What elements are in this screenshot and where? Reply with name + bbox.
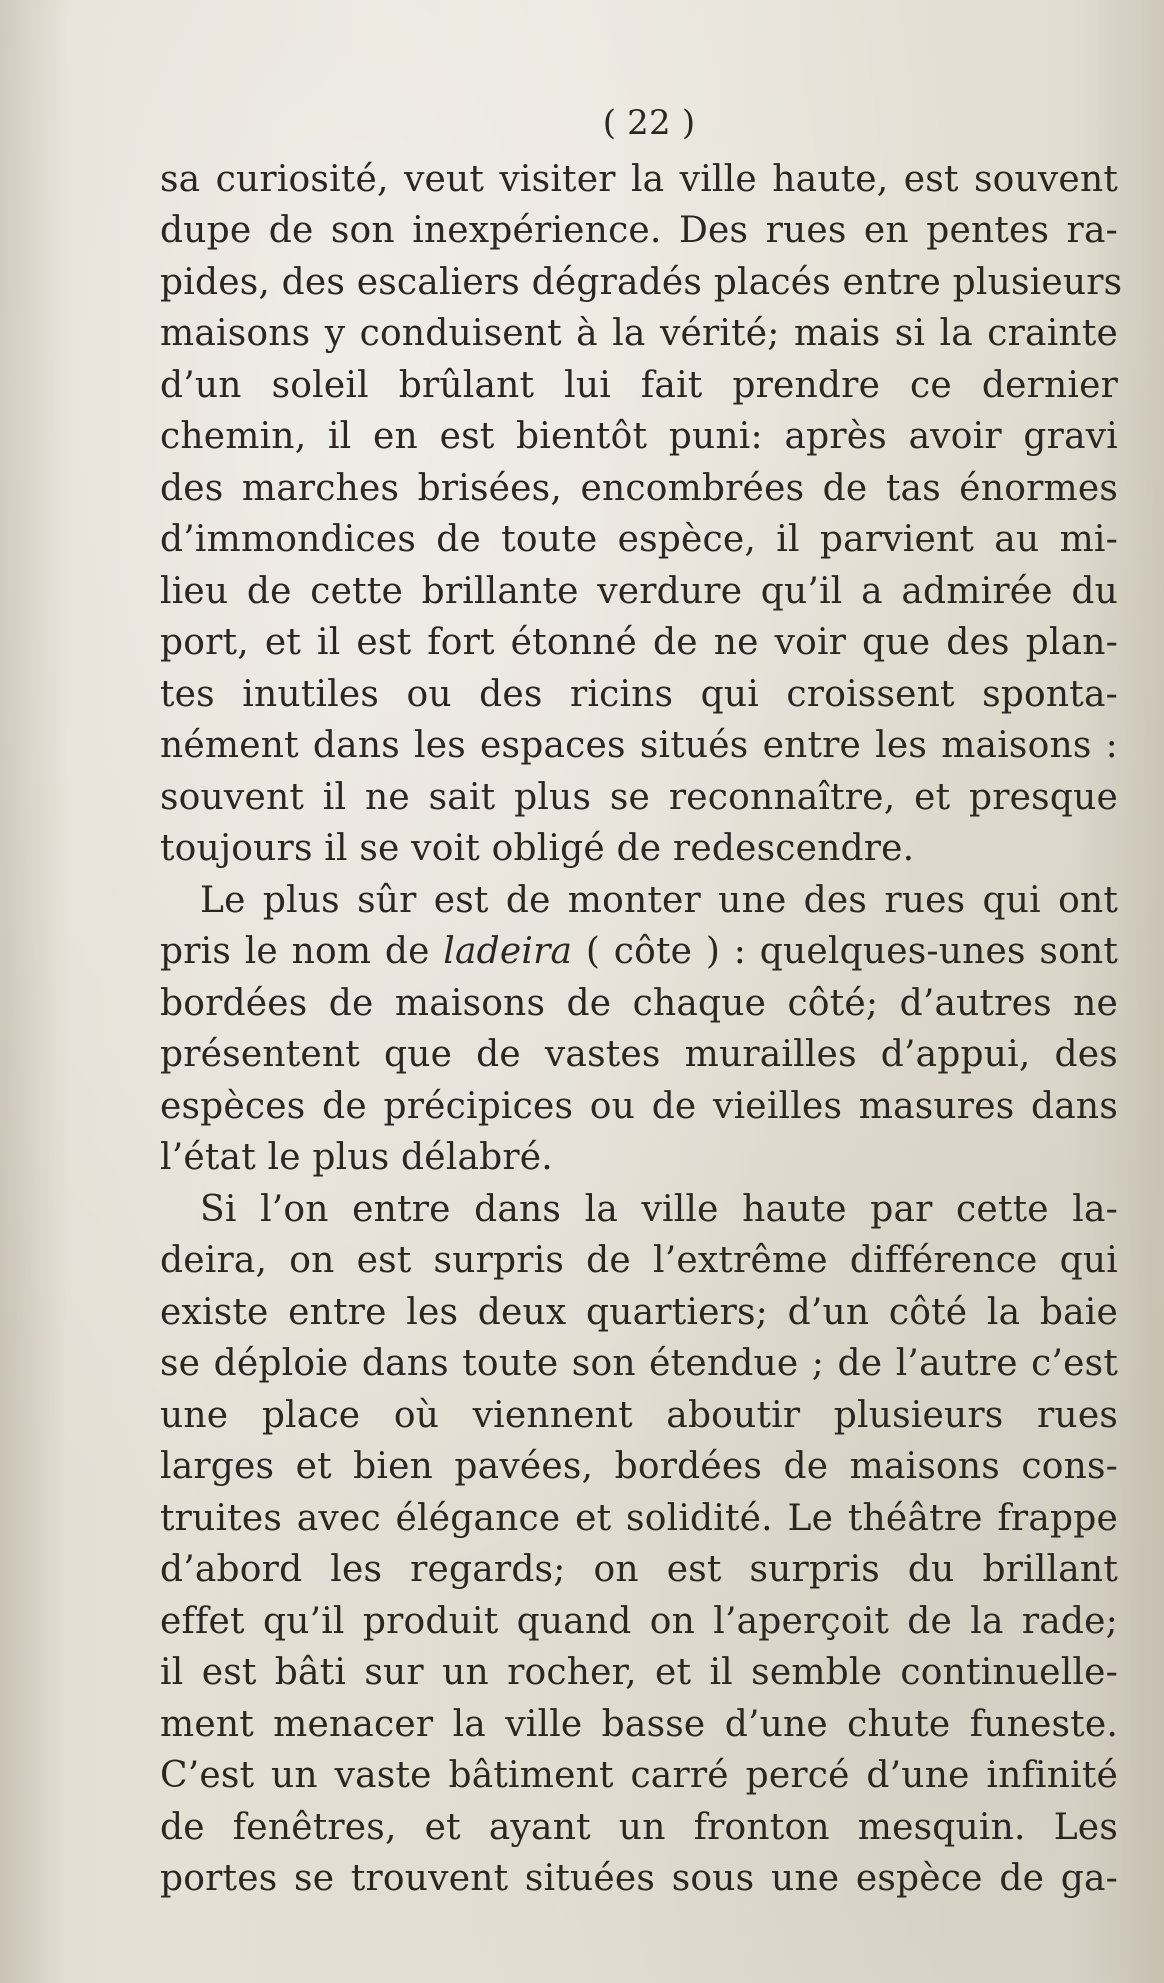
text-line: larges et bien pavées, bordées de maisons cons- [160,1446,1118,1487]
paragraph-3 [160,1184,1118,1905]
text-line: truites avec élégance et solidité. Le théâtre frappe [160,1497,1118,1539]
text-line: deira, on est surpris de l’extrême différence qui [160,1240,1118,1281]
paragraph-1 [160,154,1123,875]
text-line: maisons y conduisent à la vérité; mais si la crainte [160,313,1118,354]
text-line: souvent il ne sait plus se reconnaître, et presque [160,776,1118,818]
text-line: port, et il est fort étonné de ne voir que des plan- [160,622,1118,663]
text-line: Le plus sûr est de monter une des rues qui ont [200,879,1118,921]
page-number: ( 22 ) [602,103,696,143]
text-line: des marches brisées, encombrées de tas énormes [160,467,1118,509]
text-line: se déploie dans toute son étendue ; de l’autre c’est [160,1343,1118,1384]
text-line: Si l’on entre dans la ville haute par cette la- [200,1188,1118,1230]
text-line: effet qu’il produit quand on l’aperçoit de la rade; [160,1600,1118,1642]
text-line: toujours il se voit obligé de redescendre. [160,828,915,869]
text-line: une place où viennent aboutir plusieurs rues [160,1394,1118,1436]
paragraph-2 [160,875,1118,1184]
text-line: de fenêtres, et ayant un fronton mesquin. Les [160,1806,1118,1848]
text-line: il est bâti sur un rocher, et il semble continuelle- [160,1652,1118,1693]
text-line: d’immondices de toute espèce, il parvient au mi- [160,519,1118,560]
text-line: présentent que de vastes murailles d’appui, des [160,1034,1118,1075]
page-text [160,98,1123,1905]
text-line: C’est un vaste bâtiment carré percé d’une infinité [160,1755,1118,1796]
text-line: d’abord les regards; on est surpris du brillant [160,1549,1118,1590]
text-segment: pris le nom de [160,931,444,972]
text-line: pides, des escaliers dégradés placés entre plusieurs [160,261,1123,303]
text-line: l’état le plus délabré. [160,1137,553,1178]
text-line: existe entre les deux quartiers; d’un côté la baie [160,1291,1118,1333]
text-line: chemin, il en est bientôt puni: après avoir gravi [160,416,1118,457]
text-line: espèces de précipices ou de vieilles masures dans [160,1085,1118,1127]
text-line: lieu de cette brillante verdure qu’il a admirée du [160,570,1118,612]
text-line: tes inutiles ou des ricins qui croissent sponta- [160,673,1118,715]
italic-term-ladeira: ladeira [443,931,573,972]
text-line: sa curiosité, veut visiter la ville haute, est souvent [160,158,1118,200]
text-line-with-italic [160,926,1118,978]
text-line: portes se trouvent situées sous une espèce de ga- [160,1858,1118,1899]
text-line: dupe de son inexpérience. Des rues en pentes ra- [160,210,1118,251]
text-line: nément dans les espaces situés entre les maisons : [160,725,1118,766]
text-line: d’un soleil brûlant lui fait prendre ce dernier [160,364,1118,406]
text-line: bordées de maisons de chaque côté; d’autres ne [160,982,1118,1024]
text-line: ment menacer la ville basse d’une chute funeste. [160,1703,1118,1745]
text-segment: ( côte ) : quelques-unes sont [572,931,1118,972]
